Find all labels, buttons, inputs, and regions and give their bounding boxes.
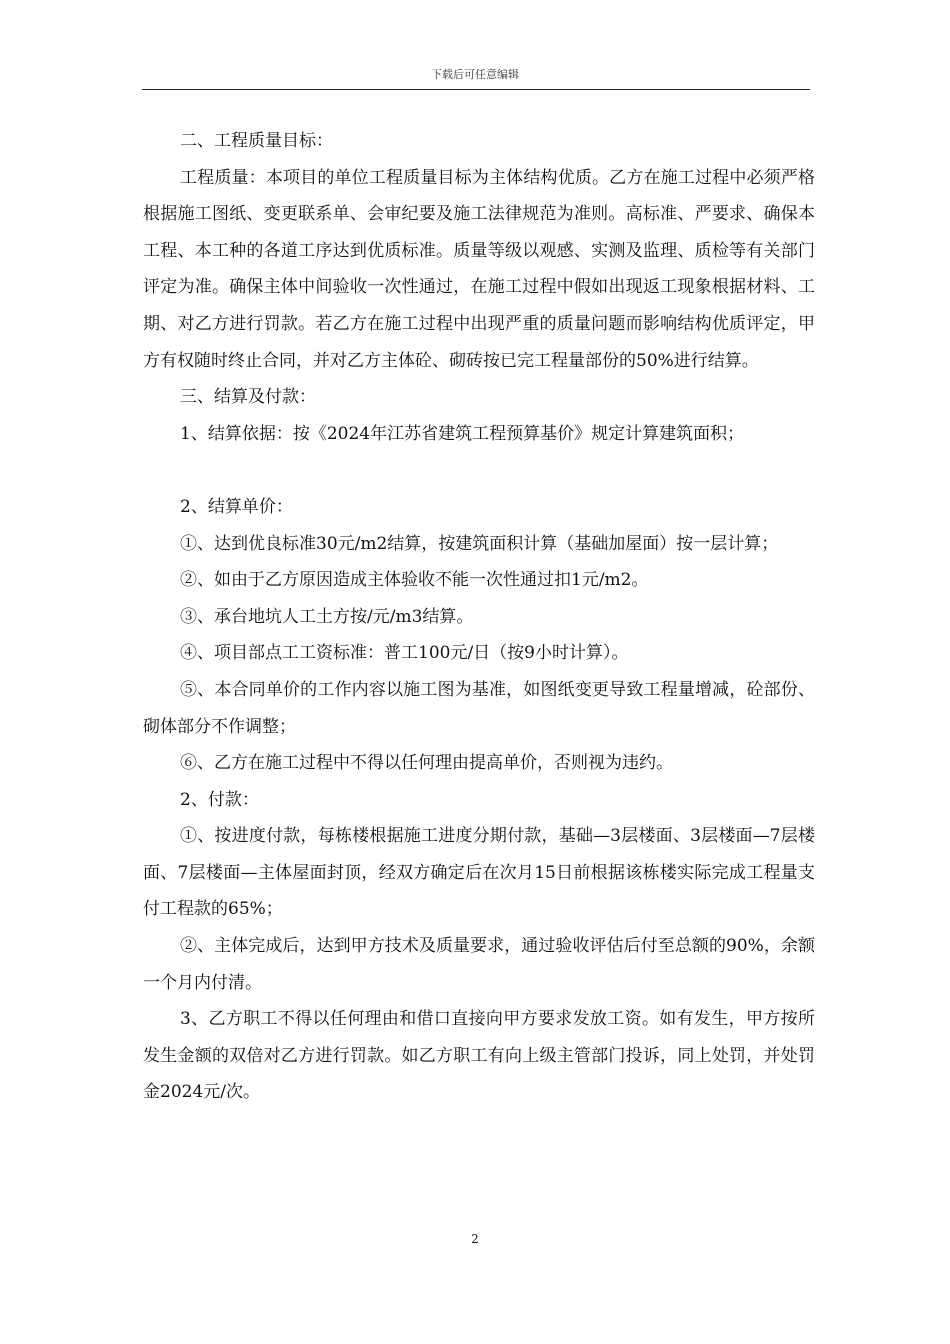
paragraph-unit-price-5: ⑤、本合同单价的工作内容以施工图为基准，如图纸变更导致工程量增减，砼部份、砌体部分不作调整； <box>143 679 815 737</box>
paragraph-payment-heading: 2、付款： <box>180 789 259 810</box>
paragraph-quality: 工程质量：本项目的单位工程质量目标为主体结构优质。乙方在施工过程中必须严格根据施工图纸、变更联系单、会审纪要及施工法律规范为准则。高标准、严要求、确保本工程、本工种的各道工序达到优质标准。质量等级以观感、实测及监理、质检等有关部门评定为准。确保主体中间验收一次性通过，在施工过程中假如出现返工现象根据材料、工期、对乙方进行罚款。若乙方在施工过程中出现严重的质量问题而影响结构优质评定，甲方有权随时终止合同，并对乙方主体砼、砌砖按已完工程量部份的50%进行结算。 <box>143 167 815 371</box>
paragraph-unit-price-3: ③、承台地坑人工土方按/元/m3结算。 <box>180 606 474 627</box>
page-number: 2 <box>471 1232 479 1246</box>
paragraph-settlement-basis: 1、结算依据：按《2024年江苏省建筑工程预算基价》规定计算建筑面积； <box>180 423 745 444</box>
header-divider <box>142 89 810 90</box>
paragraph-payment-2: ②、主体完成后，达到甲方技术及质量要求，通过验收评估后付至总额的90%，余额一个月内付清。 <box>143 936 815 993</box>
paragraph-unit-price-4: ④、项目部点工工资标准：普工100元/日（按9小时计算）。 <box>180 643 629 664</box>
section-heading-quality: 二、工程质量目标： <box>180 131 333 151</box>
document-body <box>143 123 815 1111</box>
section-heading-settlement: 三、结算及付款： <box>180 387 316 408</box>
paragraph-payment-1: ①、按进度付款，每栋楼根据施工进度分期付款，基础—3层楼面、3层楼面—7层楼面、7层楼面—主体屋面封顶，经双方确定后在次月15日前根据该栋楼实际完成工程量支付工程款的65%； <box>143 826 815 920</box>
paragraph-wages: 3、乙方职工不得以任何理由和借口直接向甲方要求发放工资。如有发生，甲方按所发生金额的双倍对乙方进行罚款。如乙方职工有向上级主管部门投诉，同上处罚，并处罚金2024元/次。 <box>143 1009 815 1103</box>
paragraph-unit-price-2: ②、如由于乙方原因造成主体验收不能一次性通过扣1元/m2。 <box>180 570 649 591</box>
page-header: 下载后可任意编辑 <box>431 68 519 81</box>
paragraph-unit-price-1: ①、达到优良标准30元/m2结算，按建筑面积计算（基础加屋面）按一层计算； <box>180 533 779 554</box>
paragraph-unit-price-heading: 2、结算单价： <box>180 496 293 517</box>
paragraph-unit-price-6: ⑥、乙方在施工过程中不得以任何理由提高单价，否则视为违约。 <box>180 753 673 774</box>
blank-line <box>143 452 815 489</box>
